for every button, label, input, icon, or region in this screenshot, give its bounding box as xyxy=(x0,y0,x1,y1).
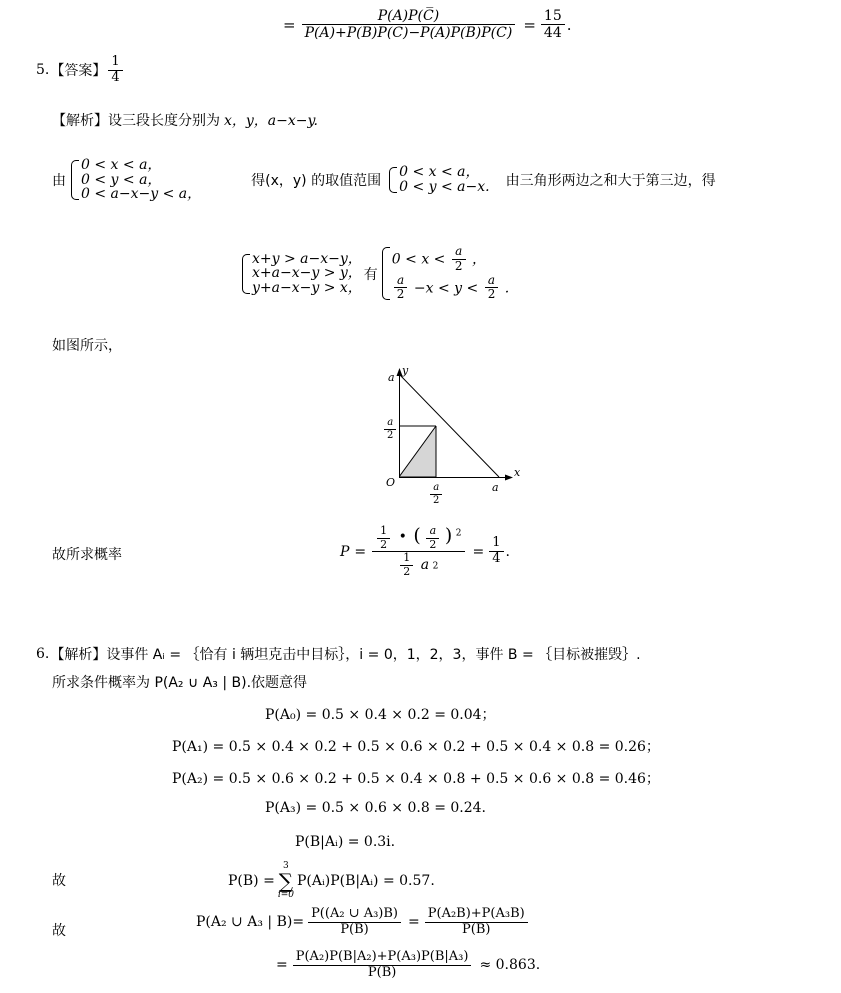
item6-sum-top: 3 xyxy=(283,861,289,871)
top-equation-numerator: P(A)P(C̅) xyxy=(302,8,516,25)
item6-gu-label-2: 故 xyxy=(52,923,66,939)
y-axis-half-den: 2 xyxy=(387,429,394,441)
item6-final-fraction-2 xyxy=(425,907,528,938)
item5-result-final-fraction xyxy=(489,536,503,567)
item5-system-3-line2: x+a−x−y > y， xyxy=(252,265,362,282)
item6-sum-lhs: P(B) = xyxy=(228,873,275,889)
item6-sum-bottom: i=0 xyxy=(277,890,294,900)
item5-system-4-line2-num2: a xyxy=(485,274,499,289)
item5-result-paren-close: ) xyxy=(444,524,453,547)
item5-system-2-line1: 0 < x < a， xyxy=(399,164,480,181)
y-axis-half-label xyxy=(384,417,396,441)
item5-analysis-label: 【解析】 xyxy=(52,113,108,129)
item5-result-paren-open: ( xyxy=(413,524,421,547)
item5-result-half-den: 2 xyxy=(380,537,388,551)
item5-system-4-line2-num1: a xyxy=(394,274,408,289)
item5-answer-line xyxy=(36,55,125,86)
item5-system-4-line1-fraction xyxy=(452,245,466,274)
item6-equation-a3: P(A₃) = 0.5 × 0.6 × 0.8 = 0.24. xyxy=(265,800,487,816)
item5-result-numerator xyxy=(372,525,464,552)
top-equation xyxy=(283,8,572,41)
item5-system-4-line1-post: ， xyxy=(471,251,486,268)
item5-system-4-line1-num: a xyxy=(452,245,466,260)
item5-result-den-half-den: 2 xyxy=(403,564,411,578)
top-equation-result-numerator: 15 xyxy=(541,8,565,25)
item6-final-approx: ≈ 0.863. xyxy=(479,957,541,974)
x-axis-half-label xyxy=(430,482,442,506)
item5-result-period: . xyxy=(505,543,510,560)
item5-conclusion-label: 故所求概率 xyxy=(52,547,122,563)
item5-system-4-line2-fraction-1 xyxy=(394,274,408,303)
item5-system-4-line1 xyxy=(392,245,509,274)
item5-answer-numerator: 1 xyxy=(108,55,122,71)
item6-final-equation xyxy=(196,907,530,938)
item5-result-denominator xyxy=(372,552,464,578)
item5-system-3 xyxy=(240,252,362,296)
item5-system-1-line1: 0 < x < a， xyxy=(81,157,162,173)
item5-result-final-den: 4 xyxy=(492,551,501,567)
item6-equation-a1: P(A₁) = 0.5 × 0.4 × 0.2 + 0.5 × 0.6 × 0.2 + 0.5 × 0.4 × 0.8 = 0.26； xyxy=(172,739,660,755)
item5-system-1-line2: 0 < y < a， xyxy=(81,171,162,188)
item6-equation-bai: P(B|Aᵢ) = 0.3i. xyxy=(295,834,396,850)
item5-system-4-line1-den: 2 xyxy=(454,258,463,273)
y-axis-label: y xyxy=(402,364,409,377)
item5-system-2 xyxy=(387,165,490,194)
top-equation-result-denominator: 44 xyxy=(543,25,562,42)
item5-by-label: 由 xyxy=(52,173,66,190)
top-equation-equals-2: = xyxy=(523,15,536,34)
top-equation-result-fraction xyxy=(541,8,565,41)
coordinate-figure xyxy=(362,364,521,506)
item6-sum-body: P(Aᵢ)P(B|Aᵢ) = 0.57. xyxy=(296,873,435,889)
item5-result-half xyxy=(377,525,390,551)
item6-analysis-line-1 xyxy=(36,644,641,664)
top-equation-denominator: P(A)+P(B)P(C)−P(A)P(B)P(C) xyxy=(304,25,513,42)
item6-number: 6. xyxy=(36,646,50,662)
item5-system-4-line2-den1: 2 xyxy=(396,287,405,302)
item6-equation-a2: P(A₂) = 0.5 × 0.6 × 0.2 + 0.5 × 0.4 × 0.8 + 0.5 × 0.6 × 0.8 = 0.46； xyxy=(172,771,660,787)
item5-result-den-half-num: 1 xyxy=(400,552,413,566)
item6-sum-equation xyxy=(228,862,435,900)
item5-result-dot: • xyxy=(398,529,407,546)
y-axis-top-label: a xyxy=(388,371,395,384)
item5-answer-label: 【答案】 xyxy=(50,63,107,80)
item5-result-equation xyxy=(340,525,510,579)
item6-final-equation-2 xyxy=(276,950,540,981)
item5-system-1-line3: 0 < a−x−y < a， xyxy=(81,186,202,203)
item6-final-equals-2: = xyxy=(276,957,288,974)
item6-final-fraction-1 xyxy=(308,907,401,938)
item5-result-inner-den: 2 xyxy=(429,537,437,551)
item5-result-den-var: a xyxy=(420,556,430,573)
item5-system-2-line2: 0 < y < a−x. xyxy=(399,179,490,196)
item6-analysis-text-1: 设事件 Aᵢ = ｛恰有 i 辆坦克击中目标｝，i = 0，1，2，3，事件 B = ｛目标被摧毁｝. xyxy=(106,647,641,663)
item5-systems-row xyxy=(52,158,716,202)
item6-sigma-icon: ∑ xyxy=(278,869,294,893)
item5-result-den-power: 2 xyxy=(432,561,439,572)
item5-result-half-num: 1 xyxy=(377,525,390,539)
item5-result-equals: = xyxy=(354,543,367,560)
item5-system-4-line2-post: . xyxy=(504,279,510,296)
item5-analysis-text: 设三段长度分别为 xyxy=(108,113,220,129)
item6-final-f3-den: P(B) xyxy=(367,964,397,980)
x-axis-half-den: 2 xyxy=(433,494,440,506)
item5-result-power: 2 xyxy=(455,528,462,539)
top-equation-period: . xyxy=(566,15,572,34)
item5-result-inner-num: a xyxy=(426,525,439,539)
item6-gu-label-1: 故 xyxy=(52,873,66,889)
item5-result-inner-fraction xyxy=(426,525,439,551)
item5-get-text: 得(x，y) 的取值范围 xyxy=(251,173,382,190)
item5-answer-fraction xyxy=(108,55,122,86)
item6-final-f1-den: P(B) xyxy=(340,921,369,937)
triangle-outline xyxy=(399,374,507,478)
item5-system-4-line1-pre: 0 < x < xyxy=(391,251,446,268)
item5-analysis-vars: x，y，a−x−y. xyxy=(224,113,319,129)
item6-analysis-line-2: 所求条件概率为 P(A₂ ∪ A₃ | B).依题意得 xyxy=(52,675,308,691)
item6-equation-a0: P(A₀) = 0.5 × 0.4 × 0.2 = 0.04； xyxy=(265,707,496,723)
top-equation-equals: = xyxy=(283,15,296,34)
x-axis-label: x xyxy=(514,466,521,479)
item5-system-1 xyxy=(69,158,201,202)
item5-triangle-text: 由三角形两边之和大于第三边，得 xyxy=(505,173,716,190)
item5-result-main-fraction xyxy=(372,525,464,579)
item6-analysis-label: 【解析】 xyxy=(50,647,107,663)
item5-as-shown-text: 如图所示， xyxy=(52,338,122,354)
item5-result-den-half xyxy=(400,552,413,578)
x-axis-half-num: a xyxy=(430,482,442,495)
item5-result-final-num: 1 xyxy=(489,536,503,552)
origin-label: O xyxy=(386,476,396,489)
x-axis-end-label: a xyxy=(492,481,499,494)
item6-final-fraction-3 xyxy=(293,950,472,981)
item5-analysis-line xyxy=(52,110,318,130)
item6-final-f2-den: P(B) xyxy=(462,921,491,937)
item6-final-lhs: P(A₂ ∪ A₃ | B)= xyxy=(196,914,305,931)
item6-final-f1-num: P((A₂ ∪ A₃)B) xyxy=(308,907,401,923)
item6-sigma-group xyxy=(278,862,294,900)
item5-system-4 xyxy=(380,245,509,302)
item5-answer-denominator: 4 xyxy=(111,69,120,85)
item5-system-4-line2-den2: 2 xyxy=(487,287,496,302)
item6-final-f3-num: P(A₂)P(B|A₂)+P(A₃)P(B|A₃) xyxy=(293,950,472,966)
item6-final-equals-1: = xyxy=(408,914,420,931)
y-axis-half-num: a xyxy=(384,417,396,430)
item5-system-3-line3: y+a−x−y > x， xyxy=(252,279,362,296)
item5-system-3-line1: x+y > a−x−y， xyxy=(252,250,362,267)
item5-system-4-line2-mid: −x < y < xyxy=(413,279,479,296)
top-equation-fraction xyxy=(302,8,516,41)
item6-final-f2-num: P(A₂B)+P(A₃B) xyxy=(425,907,528,923)
item5-result-p: P xyxy=(340,543,350,560)
item5-system-4-line2-fraction-2 xyxy=(485,274,499,303)
item5-have-text: 有 xyxy=(363,266,378,283)
item5-system-4-line2 xyxy=(392,274,509,303)
item5-number: 5. xyxy=(36,62,50,79)
item5-systems-row-2 xyxy=(240,245,509,302)
item5-result-equals-2: = xyxy=(472,543,485,560)
